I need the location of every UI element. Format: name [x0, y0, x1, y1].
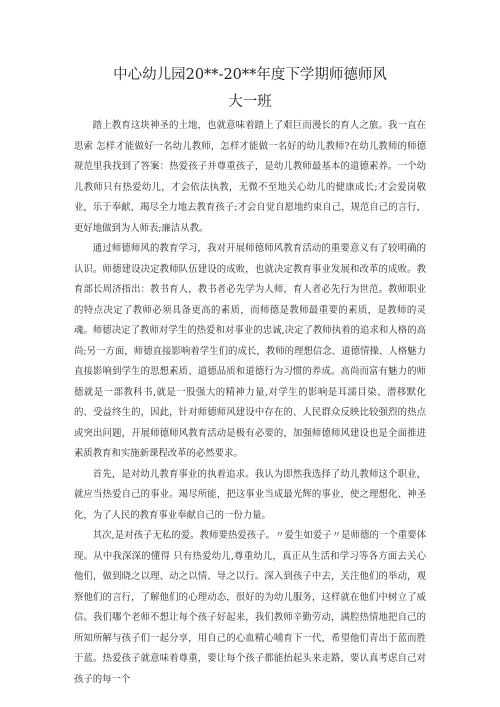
- document-subtitle: 大一班: [228, 94, 272, 110]
- paragraph-2: 通过师德师风的教育学习，我对开展师德师风教育活动的重要意义有了较明确的认识。师德建设决定教师队伍建设的成败，也就决定教育事业发展和改革的成败。教育部长周济指出：教书育人，教书者必先学为人师，育人者必先行为世范。教师职业的特点决定了教师必须具备更高的素质，而师德是教师最重要的素质，是教师的灵魂。师德决定了教师对学生的热爱和对事业的忠诚,决定了教师执着的追求和人格的高尚;另一方面，师德直接影响着学生们的成长，教师的理想信念、道德情操、人格魅力直接影响到学生的思想素质、道德品质和道德行为习惯的养成。高尚而富有魅力的师德就是一部教科书,就是一股强大的精神力量,对学生的影响是耳濡目染、潜移默化的、受益终生的，因此，针对师德师风建设中存在的、人民群众反映比较强烈的热点或突出问题，开展师德师风教育活动是极有必要的，加强师德师风建设也是全面推进素质教育和实施新课程改革的必然要求。: [74, 243, 426, 459]
- paragraph-4: 其次,是对孩子无私的爱。教师要热爱孩子。〃爱生如爱子〃是师德的一个重要体现。从中我深深的懂得 只有热爱幼儿,尊重幼儿，真正从生活和学习等各方面去关心他们，做到晓之以理、动之以情、导之以行。深入到孩子中去，关注他们的举动，观察他们的言行，了解他们的心理动态，很好的为幼儿服务，这样就在他们中树立了威信。我们哪个老师不想让每个孩子好起来，我们教师辛勤劳动，满腔热情地把自己的所知所解与孩子们一起分享，用自己的心血精心哺育下一代，希望他们青出于蓝而胜于蓝。热爱孩子就意味着尊重，要让每个孩子都能抬起头来走路，要认真考虑自己对孩子的每一个: [74, 530, 426, 685]
- document-body: [74, 116, 426, 690]
- document-title: 中心幼儿园20**-20**年度下学期师德师风: [113, 67, 387, 83]
- paragraph-3: 首先，是对幼儿教育事业的执着追求。我认为即然我选择了幼儿教师这个职业，就应当热爱自己的事业。竭尽所能，把这事业当成最光辉的事业，使之理想化、神圣化，为了人民的教育事业奉献自己的一份力量。: [74, 468, 426, 521]
- paragraph-1: 踏上教育这块神圣的土地，也就意味着踏上了艰巨而漫长的育人之旅。我一直在思索 怎样才能做好一名幼儿教师，怎样才能做一名好的幼儿教师?在幼儿教师的师德规范里我找到了答案：热爱孩子并尊重孩子，是幼儿教师最基本的道德素养。一个幼儿教师只有热爱幼儿，才会依法执教，无微不至地关心幼儿的健康成长;才会爱岗敬业，乐于奉献，竭尽全力地去教育孩子;才会自觉自愿地约束自己，规范自己的言行，更好地做到为人师表;廉洁从教。: [74, 120, 426, 234]
